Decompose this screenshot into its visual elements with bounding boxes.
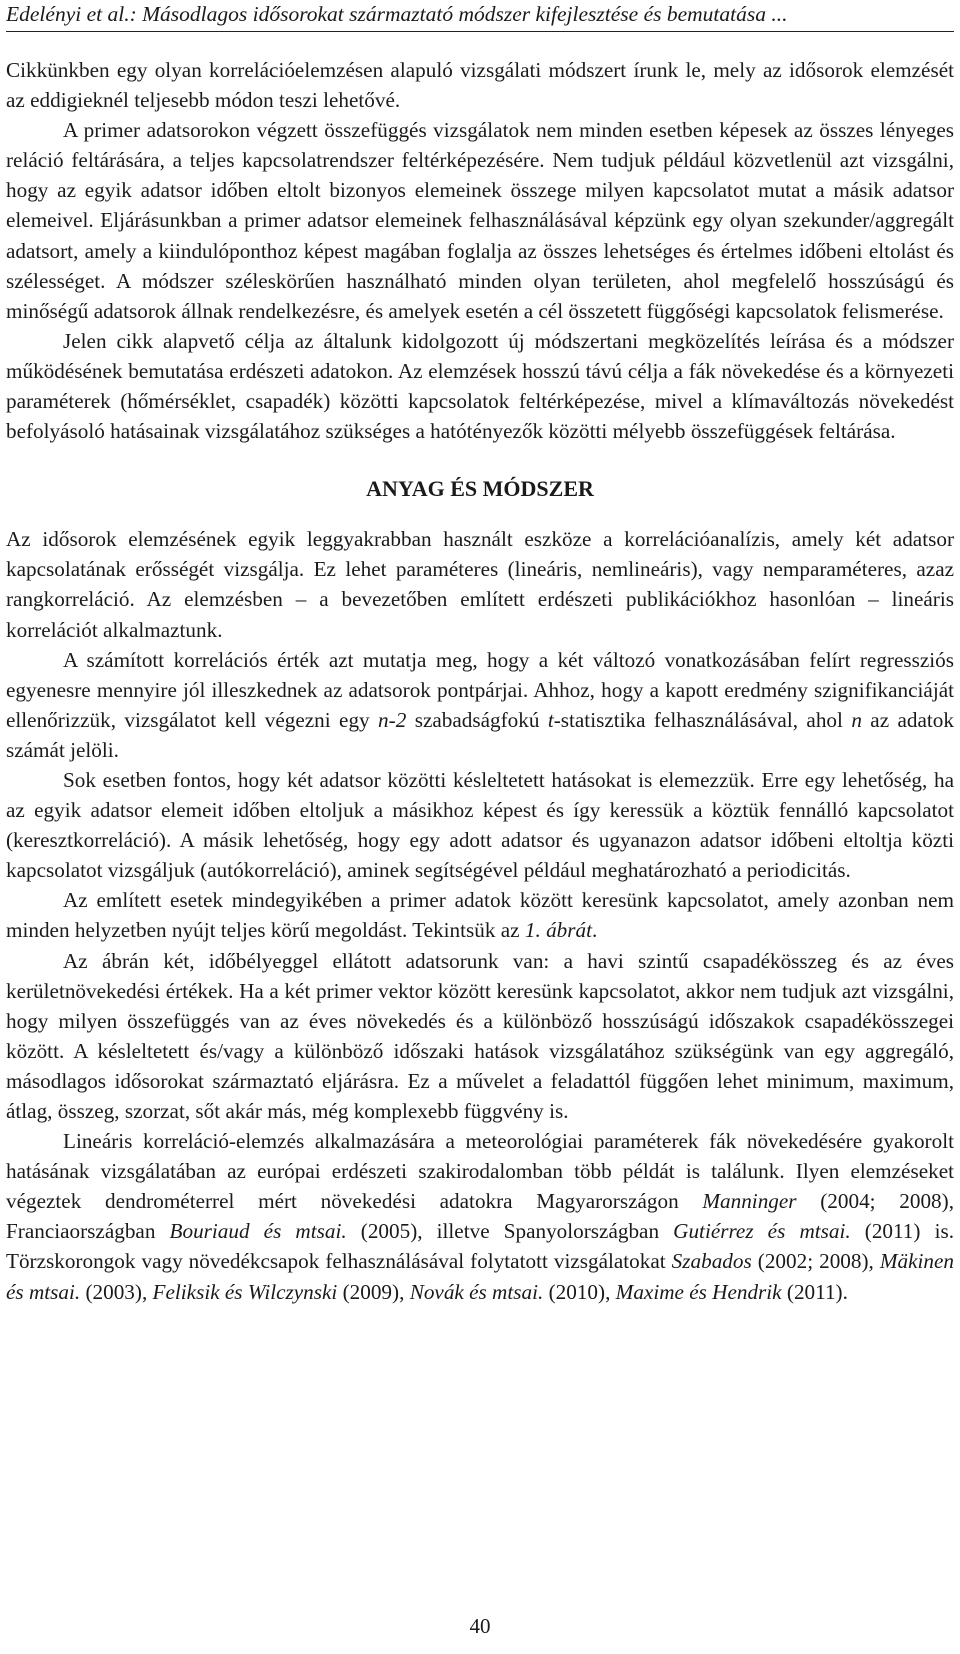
citation-novak: Novák és mtsai.: [409, 1279, 544, 1304]
math-n-minus-2: n-2: [378, 707, 407, 732]
text-run: (2009),: [337, 1279, 410, 1304]
text-run: szabadságfokú: [406, 707, 548, 732]
text-run: (2011).: [781, 1279, 848, 1304]
running-header: Edelényi et al.: Másodlagos idősorokat származtató módszer kifejlesztése és bemutatása ...: [6, 0, 954, 32]
method-paragraph-2: [6, 645, 954, 765]
text-run: (2011) is. Törzskorongok vagy növedékcsapok felhasználásával folytatott vizsgálatokat: [6, 1219, 954, 1274]
text-run: Lineáris korreláció-elemzés alkalmazására a meteorológiai paraméterek fák növekedésére gyakorolt hatásának vizsgálatában az európai erdészeti szakirodalomban több példát is találunk. Ilyen elemzéseket végeztek dendrométerrel mért növekedési adatokra Magyarországon: [6, 1129, 954, 1214]
body-text: [6, 55, 954, 1307]
method-paragraph-1: Az idősorok elemzésének egyik leggyakrabban használt eszköze a korrelációanalízis, amely két adatsor kapcsolatának erősségét vizsgálja. Ez lehet paraméteres (lineáris, nemlineáris), vagy nemparaméteres, azaz rangkorreláció. Az elemzésben – a bevezetőben említett erdészeti publikációkhoz hasonlóan – lineáris korrelációt alkalmaztunk.: [6, 527, 954, 642]
citation-feliksik: Feliksik és Wilczynski: [152, 1279, 338, 1304]
citation-manninger: Manninger: [702, 1189, 797, 1214]
text-run: az adatok számát jelöli.: [6, 707, 954, 762]
citation-maxime: Maxime és Hendrik: [615, 1279, 782, 1304]
method-paragraph-6: [6, 1126, 954, 1307]
method-paragraph-3: Sok esetben fontos, hogy két adatsor közötti késleltetett hatásokat is elemezzük. Erre egy lehetőség, ha az egyik adatsor elemeit időben eltoljuk a másikhoz képest és így keressük a köztük fennálló kapcsolatot (keresztkorreláció). A másik lehetőség, hogy egy adott adatsor és ugyanazon adatsor időbeni eltoltja közti kapcsolatot vizsgáljuk (autókorreláció), aminek segítségével például meghatározható a periodicitás.: [6, 767, 954, 883]
intro-paragraph-3: Jelen cikk alapvető célja az általunk kidolgozott új módszertani megközelítés leírása és a módszer működésének bemutatása erdészeti adatokon. Az elemzések hosszú távú célja a fák növekedése és a környezeti paraméterek (hőmérséklet, csapadék) közötti kapcsolatok feltérképezése, mivel a klímaváltozás növekedést befolyásoló hatásainak vizsgálatához szükséges a hatótényezők közötti mélyebb összefüggések feltárása.: [6, 328, 954, 444]
intro-paragraph-2: A primer adatsorokon végzett összefüggés vizsgálatok nem minden esetben képesek az összes lényeges reláció feltárására, a teljes kapcsolatrendszer feltérképezésére. Nem tudjuk például közvetlenül azt vizsgálni, hogy az egyik adatsor időben eltolt bizonyos elemeinek összege milyen kapcsolatot mutat a másik adatsor elemeivel. Eljárásunkban a primer adatsor elemeinek felhasználásával képzünk egy olyan szekunder/aggregált adatsort, amely a kiindulóponthoz képest magában foglalja az összes lehetséges és értelmes időbeni eltolást és szélességet. A módszer széleskörűen használható minden olyan területen, ahol megfelelő hosszúságú és minőségű adatsorok állnak rendelkezésre, és amelyek esetén a cél összetett függőségi kapcsolatok felismerése.: [6, 118, 954, 323]
citation-szabados: Szabados: [671, 1249, 752, 1274]
text-run: (2010),: [543, 1279, 616, 1304]
text-run: (2005), illetve Spanyolországban: [346, 1219, 674, 1244]
text-run: (2003),: [80, 1279, 153, 1304]
citation-makinen: Mäkinen és mtsai.: [6, 1249, 954, 1304]
math-n: n: [851, 707, 862, 732]
section-heading: ANYAG ÉS MÓDSZER: [366, 476, 594, 502]
method-paragraph-5: Az ábrán két, időbélyeggel ellátott adatsorunk van: a havi szintű csapadékösszeg és az éves kerületnövekedési értékek. Ha a két primer vektor között keresünk kapcsolatot, akkor nem tudjuk azt vizsgálni, hogy milyen összefüggés van az éves növekedés és a különböző hosszúságú időszakok csapadékösszegei között. A késleltetett és/vagy a különböző időszaki hatások vizsgálatához szükségünk van egy aggregáló, másodlagos idősorokat származtató eljárásra. Ez a művelet a feladattól függően lehet minimum, maximum, átlag, összeg, szorzat, sőt akár más, még komplexebb függvény is.: [6, 948, 954, 1123]
figure-reference: 1. ábrát: [524, 918, 592, 943]
text-run: .: [591, 918, 598, 943]
text-run: (2004; 2008), Franciaországban: [6, 1189, 954, 1244]
intro-paragraph-1: Cikkünkben egy olyan korrelációelemzésen alapuló vizsgálati módszert írunk le, mely az idősorok elemzését az eddigieknél teljesebb módon teszi lehetővé.: [6, 58, 954, 113]
citation-bouriaud: Bouriaud és mtsai.: [169, 1219, 347, 1244]
text-run: Az említett esetek mindegyikében a primer adatok között keresünk kapcsolatot, amely azonban nem minden helyzetben nyújt teljes körű megoldást. Tekintsük az: [6, 888, 954, 943]
page-number: 40: [469, 1614, 491, 1638]
method-paragraph-4: [6, 885, 954, 945]
math-t: t: [547, 707, 554, 732]
text-run: A számított korrelációs érték azt mutatja meg, hogy a két változó vonatkozásában felírt regressziós egyenesre mennyire jól illeszkednek az adatsorok pontpárjai. Ahhoz, hogy a kapott eredmény szignifikanciáját ellenőrizzük, vizsgálatot kell végezni egy: [6, 647, 954, 732]
citation-gutierrez: Gutiérrez és mtsai.: [673, 1219, 851, 1244]
text-run: (2002; 2008),: [751, 1249, 880, 1274]
text-run: -statisztika felhasználásával, ahol: [553, 707, 852, 732]
